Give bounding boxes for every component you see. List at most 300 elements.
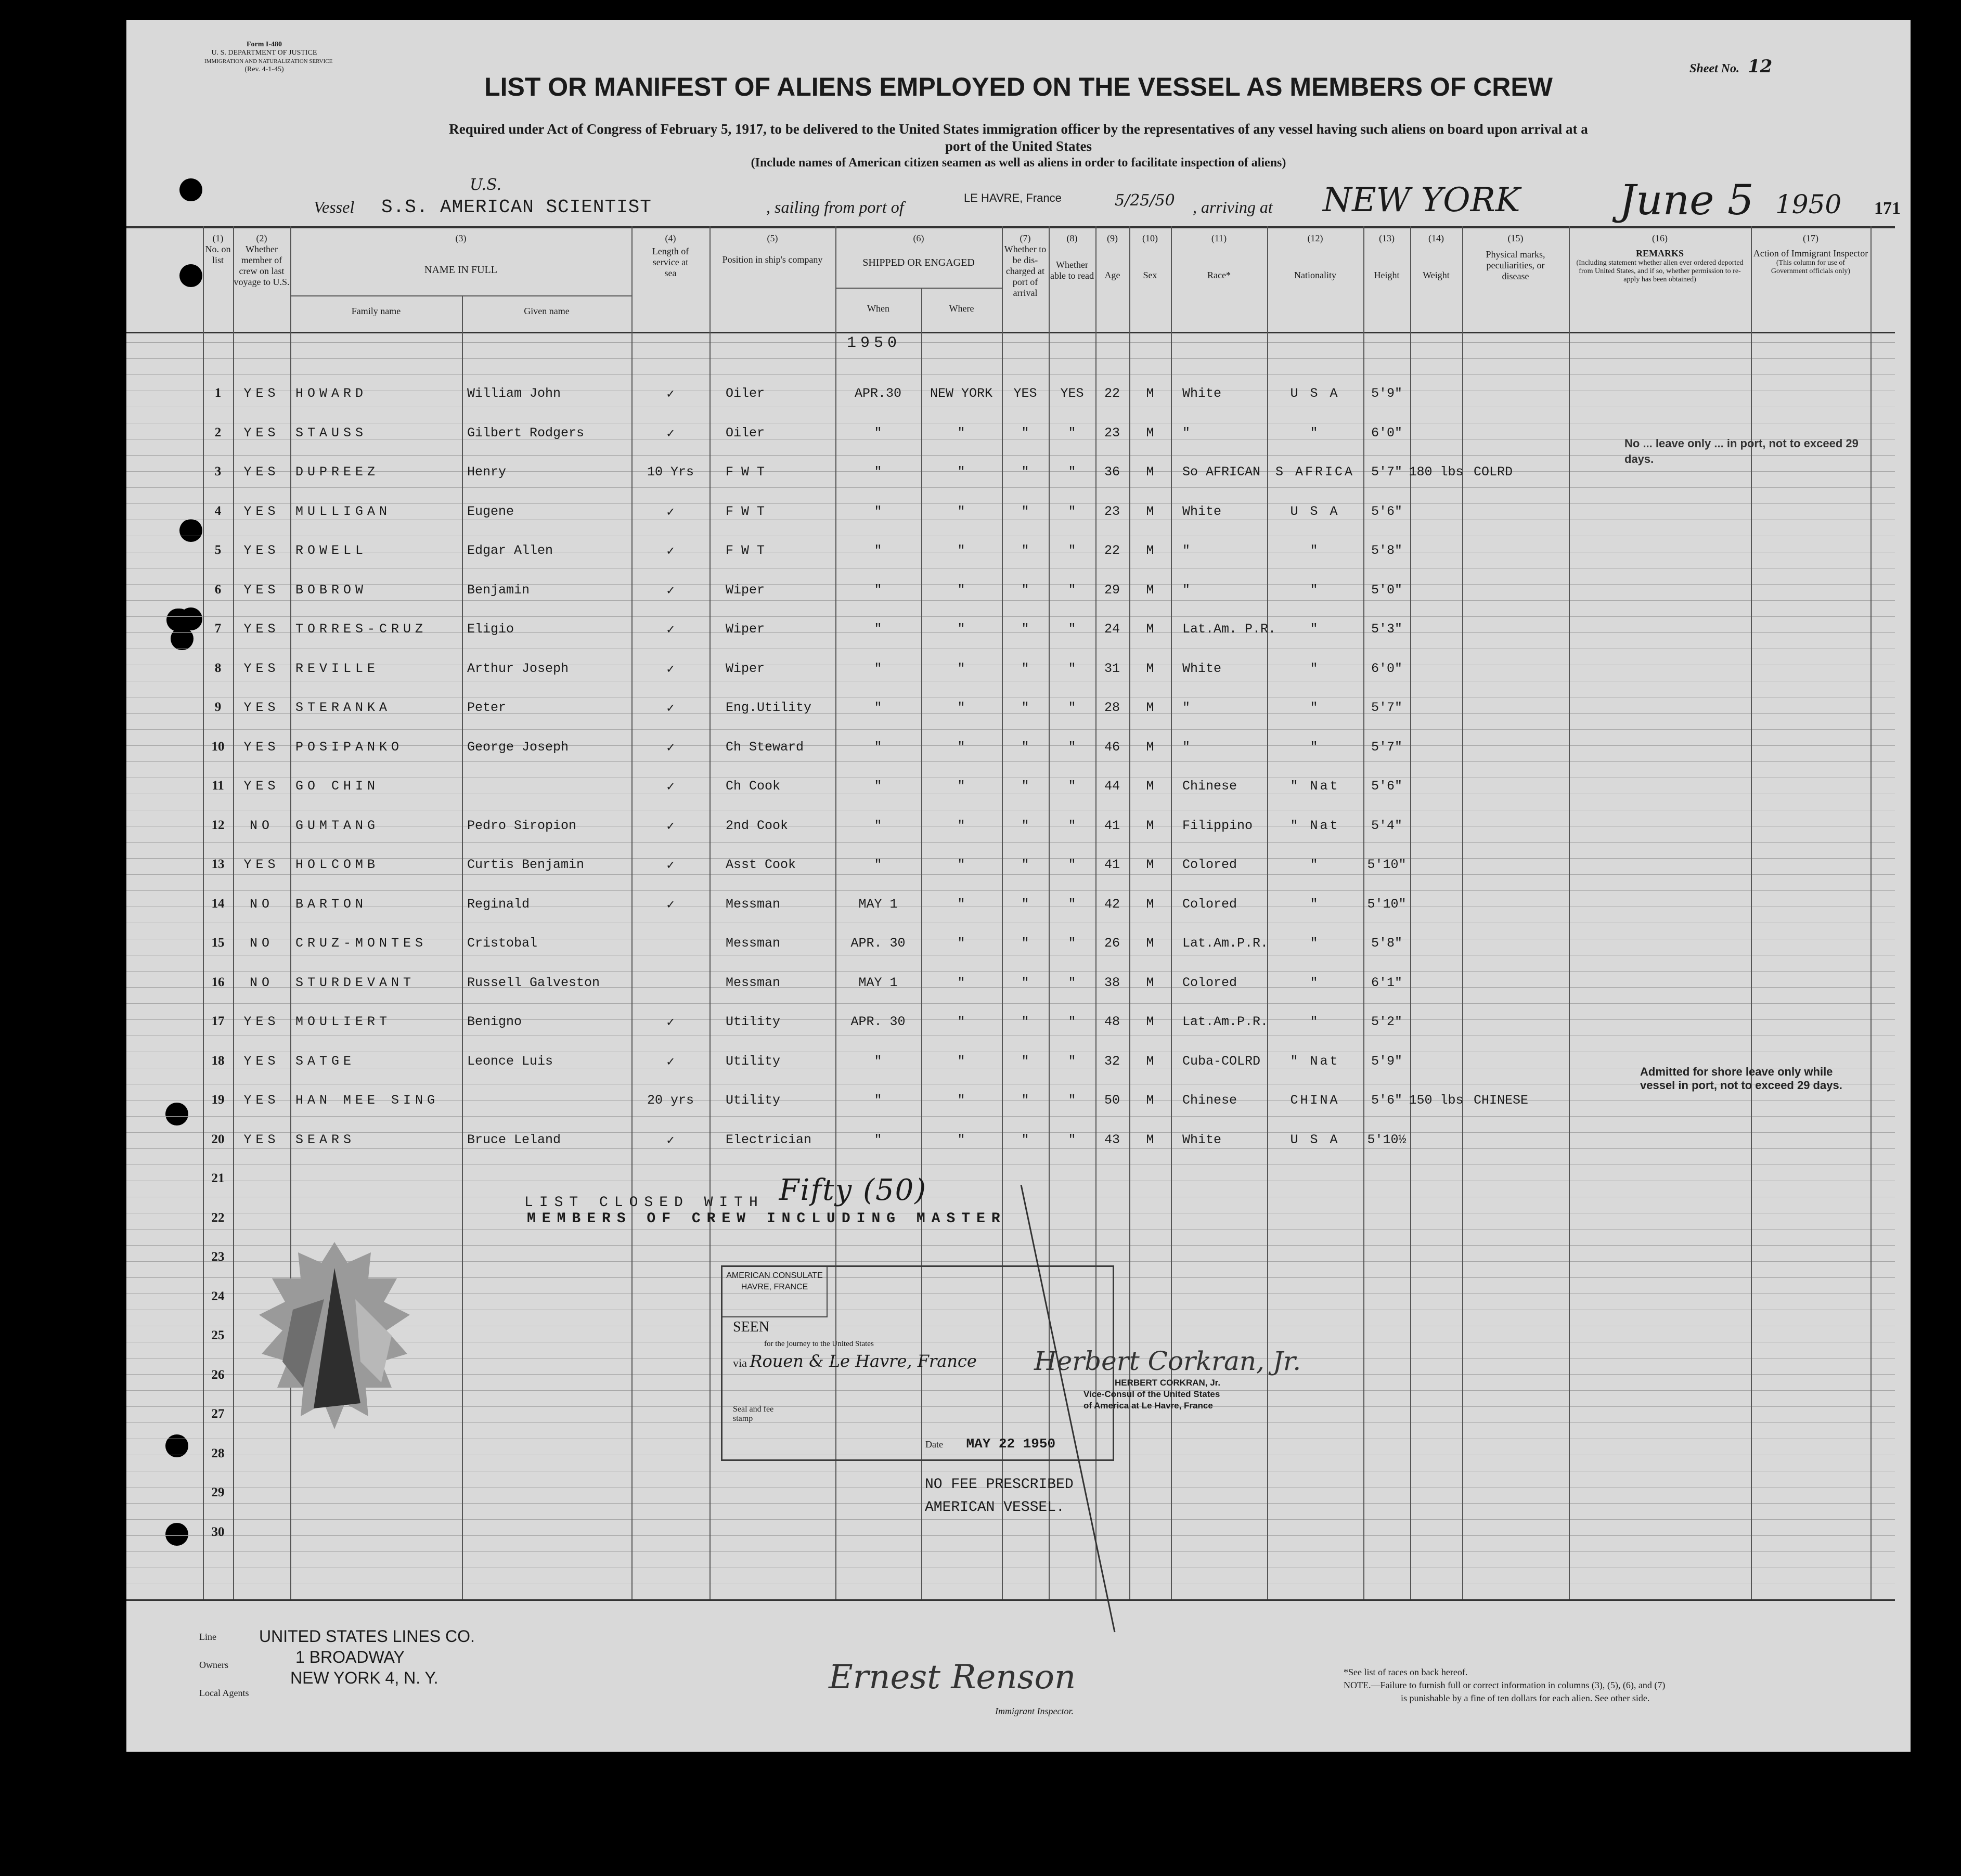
arrival-year: 1950 — [1775, 189, 1842, 219]
cell-age: 44 — [1104, 779, 1120, 794]
cell-sex: M — [1146, 857, 1154, 872]
table-row — [126, 771, 1895, 803]
cell-family: HOWARD — [295, 386, 368, 401]
cell-age: 38 — [1104, 975, 1120, 990]
cell-service: 20 yrs — [647, 1093, 694, 1108]
cell-where: " — [957, 739, 965, 755]
cell-no: 2 — [214, 425, 222, 439]
cell-position: F W T — [726, 543, 765, 558]
table-row — [126, 575, 1895, 606]
cell-read: " — [1068, 739, 1076, 755]
cell-when: " — [874, 425, 882, 441]
stamp-date-label: Date — [925, 1439, 943, 1450]
col-header-8: (8) Whether able to read — [1050, 233, 1094, 281]
cell-height: 5'10" — [1367, 857, 1407, 872]
cell-discharged: " — [1021, 936, 1029, 951]
cell-given: George Joseph — [467, 739, 569, 755]
cell-position: Messman — [726, 975, 781, 990]
cell-age: 50 — [1104, 1093, 1120, 1108]
cell-age: 24 — [1104, 622, 1120, 637]
service-name: IMMIGRATION AND NATURALIZATION SERVICE — [204, 58, 333, 64]
cell-given: Eugene — [467, 503, 514, 519]
cell-height: 5'7" — [1371, 464, 1403, 480]
cell-discharged: " — [1021, 896, 1029, 912]
cell-last: YES — [243, 425, 280, 441]
cell-position: Messman — [726, 936, 781, 951]
col-header-7: (7) Whether to be dis-charged at port of arrival — [1004, 233, 1047, 298]
cell-given: Peter — [467, 700, 507, 715]
cell-when: APR. 30 — [850, 1014, 906, 1029]
cell-where: " — [957, 622, 965, 637]
cell-weight: 150 lbs — [1409, 1093, 1464, 1108]
cell-sex: M — [1146, 739, 1154, 755]
cell-race: Lat.Am. P.R. — [1182, 622, 1276, 637]
cell-race: Chinese — [1182, 779, 1237, 794]
cell-age: 41 — [1104, 818, 1120, 833]
cell-where: " — [957, 818, 965, 833]
cell-where: " — [957, 936, 965, 951]
sailing-date: 5/25/50 — [1115, 191, 1175, 210]
cell-read: " — [1068, 936, 1076, 951]
cell-nationality: " — [1310, 700, 1320, 715]
cell-family: CRUZ-MONTES — [295, 936, 428, 951]
cell-no: 11 — [212, 779, 224, 793]
cell-no: 8 — [214, 661, 222, 675]
cell-last: NO — [249, 936, 274, 951]
cell-position: 2nd Cook — [726, 818, 789, 833]
cell-read: " — [1068, 975, 1076, 990]
cell-given: Henry — [467, 464, 507, 480]
cell-sex: M — [1146, 425, 1154, 441]
cell-no: 6 — [214, 582, 222, 597]
cell-last: YES — [243, 1132, 280, 1147]
cell-race: Filippino — [1182, 818, 1253, 833]
line-name: UNITED STATES LINES CO. — [259, 1627, 475, 1646]
cell-read: " — [1068, 1053, 1076, 1069]
cell-sex: M — [1146, 582, 1154, 598]
consul-name: HERBERT CORKRAN, Jr. — [1115, 1378, 1221, 1388]
cell-race: So AFRICAN — [1182, 464, 1261, 480]
cell-no: 7 — [214, 622, 222, 636]
cell-service: ✓ — [666, 504, 675, 520]
table-row — [126, 889, 1895, 921]
col-header-6: (6) SHIPPED OR ENGAGED — [862, 233, 975, 268]
col-header-16: (16) REMARKS (Including statement whether alien ever ordered deported from United States, and if so, whether permission to re-apply has been obtained) — [1576, 233, 1744, 283]
empty-row-number: 25 — [211, 1328, 225, 1342]
table-row — [126, 1046, 1895, 1078]
cell-age: 28 — [1104, 700, 1120, 715]
consul-signature: Herbert Corkran, Jr. — [1034, 1346, 1301, 1376]
journey-label: for the journey to the United States — [764, 1340, 874, 1348]
punch-hole — [165, 1434, 188, 1457]
cell-nationality: " — [1310, 425, 1320, 441]
cell-age: 23 — [1104, 503, 1120, 519]
cell-race: " — [1182, 582, 1191, 598]
cell-race: " — [1182, 543, 1191, 558]
col-header-family: Family name — [351, 306, 401, 316]
cell-nationality: " — [1310, 543, 1320, 558]
cell-discharged: " — [1021, 464, 1029, 480]
col-header-15: (15) Physical marks, peculiarities, or disease — [1486, 233, 1545, 281]
cell-where: " — [957, 582, 965, 598]
cell-when: MAY 1 — [858, 896, 898, 912]
cell-where: " — [957, 1093, 965, 1108]
cell-where: " — [957, 1132, 965, 1147]
cell-read: " — [1068, 779, 1076, 794]
cell-height: 5'2" — [1371, 1014, 1403, 1029]
cell-last: YES — [243, 661, 280, 676]
cell-age: 22 — [1104, 386, 1120, 401]
no-fee-line: NO FEE PRESCRIBED — [925, 1477, 1074, 1493]
seal-label: Seal and fee stamp — [733, 1405, 774, 1423]
cell-sex: M — [1146, 503, 1154, 519]
table-row — [126, 1085, 1895, 1117]
cell-last: YES — [243, 739, 280, 755]
cell-age: 48 — [1104, 1014, 1120, 1029]
cell-race: " — [1182, 739, 1191, 755]
cell-no: 20 — [211, 1132, 225, 1146]
table-row — [126, 654, 1895, 685]
cell-when: APR. 30 — [850, 936, 906, 951]
cell-where: " — [957, 1014, 965, 1029]
cell-sex: M — [1146, 818, 1154, 833]
col-header-when: When — [867, 303, 889, 314]
via-route-handwritten: Rouen & Le Havre, France — [750, 1351, 977, 1371]
cell-service: ✓ — [666, 1054, 675, 1070]
cell-family: REVILLE — [295, 661, 380, 676]
cell-where: " — [957, 896, 965, 912]
col-header-10: (10) Sex — [1142, 233, 1158, 280]
cell-family: GUMTANG — [295, 818, 380, 833]
subtitle-line-2: port of the United States — [945, 138, 1092, 154]
vessel-label: Vessel — [314, 198, 355, 216]
cell-when: " — [874, 464, 882, 480]
cell-read: " — [1068, 857, 1076, 872]
cell-height: 5'6" — [1371, 1093, 1403, 1108]
american-vessel-line: AMERICAN VESSEL. — [925, 1499, 1065, 1516]
empty-row-number: 29 — [211, 1485, 225, 1499]
cell-family: HOLCOMB — [295, 857, 380, 872]
cell-discharged: " — [1021, 1053, 1029, 1069]
cell-last: YES — [243, 622, 280, 637]
cell-last: YES — [243, 779, 280, 794]
punch-hole — [179, 178, 202, 201]
cell-when: " — [874, 1093, 882, 1108]
cell-sex: M — [1146, 1093, 1154, 1108]
cell-last: YES — [243, 1093, 280, 1108]
cell-no: 16 — [211, 975, 225, 989]
via-label: via — [733, 1356, 747, 1369]
cell-height: 5'4" — [1371, 818, 1403, 833]
cell-family: BOBROW — [295, 582, 368, 598]
cell-no: 9 — [214, 700, 222, 714]
cell-when: " — [874, 503, 882, 519]
cell-service: ✓ — [666, 858, 675, 873]
cell-race: White — [1182, 1132, 1222, 1147]
cell-height: 5'7" — [1371, 739, 1403, 755]
empty-row-number: 23 — [211, 1250, 225, 1264]
cell-read: YES — [1060, 386, 1084, 401]
cell-age: 36 — [1104, 464, 1120, 480]
crew-count-handwritten: Fifty (50) — [779, 1173, 927, 1207]
cell-race: Colored — [1182, 896, 1237, 912]
cell-family: BARTON — [295, 896, 368, 912]
cell-height: 5'10" — [1367, 896, 1407, 912]
cell-nationality: U S A — [1290, 503, 1340, 519]
sheet-label: Sheet No. — [1689, 62, 1739, 75]
cell-where: " — [957, 1053, 965, 1069]
cell-discharged: " — [1021, 818, 1029, 833]
cell-where: " — [957, 425, 965, 441]
cell-age: 26 — [1104, 936, 1120, 951]
cell-family: HAN MEE SING — [295, 1093, 440, 1108]
cell-nationality: " — [1310, 975, 1320, 990]
empty-row-number: 30 — [211, 1524, 225, 1539]
cell-position: Utility — [726, 1014, 781, 1029]
cell-position: Wiper — [726, 582, 765, 598]
cell-last: YES — [243, 857, 280, 872]
cell-age: 41 — [1104, 857, 1120, 872]
col-header-given: Given name — [524, 306, 570, 316]
cell-given: Curtis Benjamin — [467, 857, 585, 872]
empty-row-number: 28 — [211, 1446, 225, 1460]
cell-last: YES — [243, 464, 280, 480]
cell-service: ✓ — [666, 544, 675, 559]
empty-row-number: 22 — [211, 1210, 225, 1225]
cell-nationality: " — [1310, 582, 1320, 598]
cell-height: 6'1" — [1371, 975, 1403, 990]
table-row — [126, 497, 1895, 528]
cell-height: 5'0" — [1371, 582, 1403, 598]
cell-last: YES — [243, 700, 280, 715]
cell-age: 32 — [1104, 1053, 1120, 1069]
col-header-2: (2) Whether member of crew on last voyage to U.S. — [234, 233, 290, 287]
cell-given: Russell Galveston — [467, 975, 600, 990]
cell-where: " — [957, 857, 965, 872]
col-header-where: Where — [949, 303, 974, 314]
cell-sex: M — [1146, 386, 1154, 401]
cell-height: 5'9" — [1371, 1053, 1403, 1069]
cell-where: " — [957, 700, 965, 715]
cell-nationality: CHINA — [1290, 1093, 1340, 1108]
cell-height: 5'6" — [1371, 503, 1403, 519]
col-header-3: (3) NAME IN FULL — [424, 233, 497, 276]
cell-when: " — [874, 700, 882, 715]
cell-when: " — [874, 779, 882, 794]
department-name: U. S. DEPARTMENT OF JUSTICE — [211, 49, 317, 57]
cell-discharged: " — [1021, 857, 1029, 872]
consulate-name: AMERICAN CONSULATE — [726, 1271, 823, 1280]
cell-service: ✓ — [666, 780, 675, 795]
cell-height: 5'9" — [1371, 386, 1403, 401]
cell-age: 42 — [1104, 896, 1120, 912]
empty-row-number: 21 — [211, 1171, 225, 1185]
cell-given: William John — [467, 386, 561, 401]
cell-sex: M — [1146, 700, 1154, 715]
cell-position: Eng.Utility — [726, 700, 812, 715]
cell-discharged: " — [1021, 622, 1029, 637]
cell-nationality: " — [1310, 896, 1320, 912]
remarks-row-19: Admitted for shore leave only while vessel in port, not to exceed 29 days. — [1640, 1065, 1842, 1092]
table-row — [126, 693, 1895, 724]
col-header-11: (11) Race* — [1207, 233, 1231, 280]
cell-age: 31 — [1104, 661, 1120, 676]
cell-read: " — [1068, 464, 1076, 480]
cell-discharged: " — [1021, 503, 1029, 519]
cell-family: TORRES-CRUZ — [295, 622, 428, 637]
table-row — [126, 1007, 1895, 1038]
table-row — [126, 536, 1895, 567]
table-row — [126, 614, 1895, 645]
form-number: Form I-480 — [246, 41, 282, 48]
cell-last: NO — [249, 896, 274, 912]
cell-nationality: " Nat — [1290, 818, 1340, 833]
cell-last: YES — [243, 386, 280, 401]
cell-height: 5'3" — [1371, 622, 1403, 637]
agents-label: Local Agents — [199, 1688, 249, 1698]
cell-read: " — [1068, 543, 1076, 558]
cell-nationality: " — [1310, 936, 1320, 951]
cell-nationality: U S A — [1290, 1132, 1340, 1147]
cell-when: " — [874, 661, 882, 676]
manifest-sheet — [126, 20, 1911, 1752]
cell-race: " — [1182, 425, 1191, 441]
cell-last: YES — [243, 1014, 280, 1029]
cell-race: White — [1182, 661, 1222, 676]
diagonal-pencil-mark — [1011, 1185, 1125, 1637]
cell-last: NO — [249, 975, 274, 990]
embossed-seal — [236, 1232, 433, 1466]
cell-position: Ch Steward — [726, 739, 804, 755]
cell-position: Electrician — [726, 1132, 812, 1147]
cell-where: " — [957, 779, 965, 794]
cell-discharged: " — [1021, 1132, 1029, 1147]
page-number: 171 — [1874, 199, 1901, 218]
cell-read: " — [1068, 1014, 1076, 1029]
cell-height: 5'10½ — [1367, 1132, 1407, 1147]
cell-where: NEW YORK — [930, 386, 993, 401]
sheet-number: 12 — [1748, 56, 1773, 77]
cell-position: Utility — [726, 1093, 781, 1108]
cell-discharged: " — [1021, 975, 1029, 990]
empty-row-number: 24 — [211, 1289, 225, 1303]
cell-given: Eligio — [467, 622, 514, 637]
cell-given: Benigno — [467, 1014, 522, 1029]
cell-sex: M — [1146, 1014, 1154, 1029]
cell-when: " — [874, 1053, 882, 1069]
cell-no: 1 — [214, 386, 222, 400]
col-header-17: (17) Action of Immigrant Inspector (This column for use of Government officials only) — [1753, 233, 1868, 275]
cell-no: 12 — [211, 818, 225, 832]
cell-service: 10 Yrs — [647, 464, 694, 480]
inspector-signature: Ernest Renson — [829, 1658, 1076, 1697]
cell-last: NO — [249, 818, 274, 833]
cell-discharged: " — [1021, 739, 1029, 755]
cell-weight: 180 lbs — [1409, 464, 1464, 480]
cell-discharged: " — [1021, 1014, 1029, 1029]
arrival-date: June 5 — [1619, 176, 1754, 224]
cell-given: Reginald — [467, 896, 530, 912]
cell-sex: M — [1146, 779, 1154, 794]
cell-read: " — [1068, 425, 1076, 441]
cell-no: 13 — [211, 857, 225, 871]
cell-service: ✓ — [666, 426, 675, 442]
cell-last: YES — [243, 582, 280, 598]
cell-given: Edgar Allen — [467, 543, 553, 558]
cell-age: 23 — [1104, 425, 1120, 441]
cell-discharged: YES — [1013, 386, 1037, 401]
cell-age: 46 — [1104, 739, 1120, 755]
cell-discharged: " — [1021, 543, 1029, 558]
ruled-line — [126, 842, 1895, 843]
cell-family: DUPREEZ — [295, 464, 380, 480]
cell-race: Colored — [1182, 857, 1237, 872]
cell-sex: M — [1146, 936, 1154, 951]
cell-no: 10 — [211, 739, 225, 754]
table-row — [126, 1125, 1895, 1156]
cell-when: APR.30 — [854, 386, 902, 401]
col-header-9: (9) Age — [1104, 233, 1120, 280]
consul-title-location: of America at Le Havre, France — [1083, 1401, 1213, 1411]
cell-read: " — [1068, 661, 1076, 676]
subtitle-line-1: Required under Act of Congress of February 5, 1917, to be delivered to the United States immigration officer by the representatives of any vessel having such aliens on board upon arrival at a — [449, 121, 1588, 137]
cell-height: 5'7" — [1371, 700, 1403, 715]
cell-read: " — [1068, 1132, 1076, 1147]
cell-nationality: " — [1310, 739, 1320, 755]
cell-position: Oiler — [726, 425, 765, 441]
cell-discharged: " — [1021, 582, 1029, 598]
cell-where: " — [957, 975, 965, 990]
seen-label: SEEN — [733, 1319, 769, 1335]
cell-when: " — [874, 582, 882, 598]
cell-sex: M — [1146, 464, 1154, 480]
list-closed-line: LIST CLOSED WITH — [524, 1195, 764, 1211]
revision-date: (Rev. 4-1-45) — [244, 66, 284, 73]
cell-sex: M — [1146, 661, 1154, 676]
cell-nationality: " — [1310, 1014, 1320, 1029]
cell-race: White — [1182, 386, 1222, 401]
cell-service: ✓ — [666, 897, 675, 913]
cell-read: " — [1068, 1093, 1076, 1108]
consul-title: Vice-Consul of the United States — [1083, 1389, 1220, 1399]
cell-read: " — [1068, 896, 1076, 912]
cell-sex: M — [1146, 975, 1154, 990]
cell-when: " — [874, 1132, 882, 1147]
cell-last: YES — [243, 1053, 280, 1069]
fine-note-cont: is punishable by a fine of ten dollars for each alien. See other side. — [1401, 1693, 1650, 1703]
cell-height: 6'0" — [1371, 661, 1403, 676]
cell-no: 4 — [214, 503, 222, 518]
cell-no: 3 — [214, 464, 222, 478]
cell-family: GO CHIN — [295, 779, 380, 794]
cell-last: YES — [243, 543, 280, 558]
cell-race: Colored — [1182, 975, 1237, 990]
empty-row-number: 26 — [211, 1367, 225, 1382]
cell-given: Cristobal — [467, 936, 538, 951]
cell-position: Messman — [726, 896, 781, 912]
cell-position: Wiper — [726, 622, 765, 637]
table-row — [126, 928, 1895, 960]
cell-service: ✓ — [666, 662, 675, 677]
cell-family: SEARS — [295, 1132, 356, 1147]
cell-family: MOULIERT — [295, 1014, 392, 1029]
cell-nationality: " — [1310, 857, 1320, 872]
cell-read: " — [1068, 818, 1076, 833]
ruled-line — [126, 729, 1895, 730]
cell-family: POSIPANKO — [295, 739, 404, 755]
cell-nationality: " — [1310, 661, 1320, 676]
cell-sex: M — [1146, 1053, 1154, 1069]
